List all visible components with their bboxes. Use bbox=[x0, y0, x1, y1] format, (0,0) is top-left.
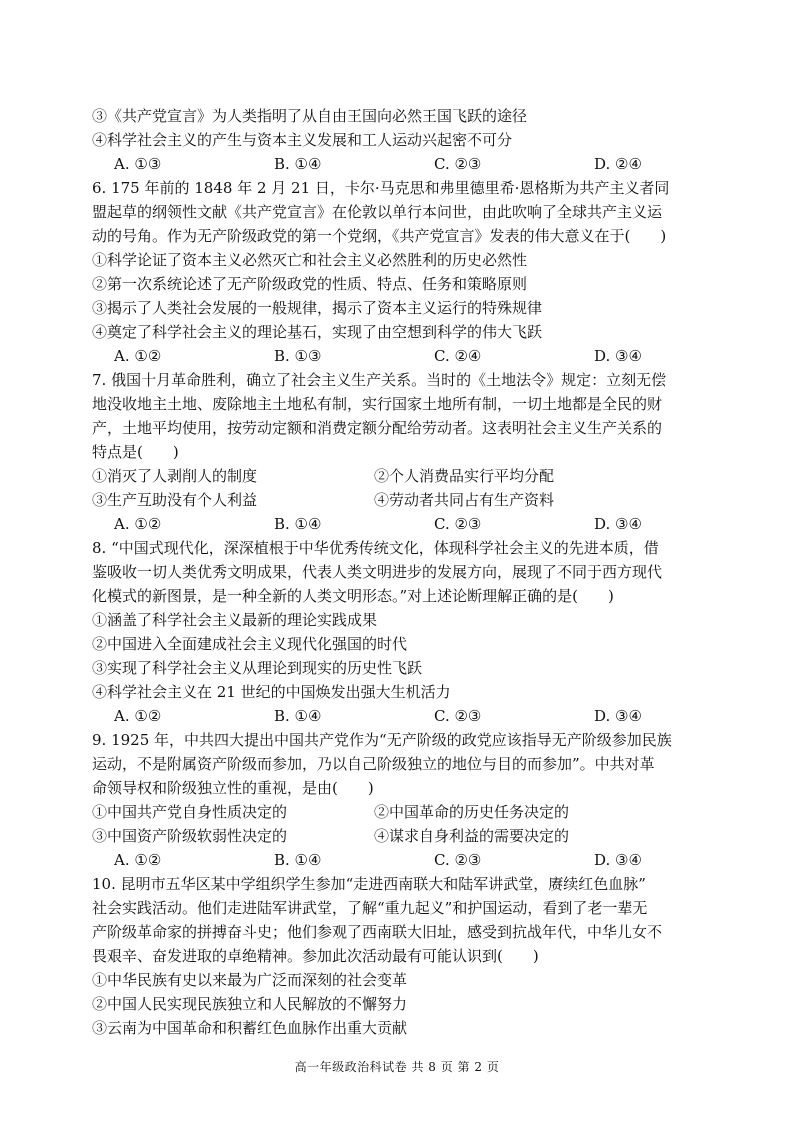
q9-option-a: A. ①② bbox=[114, 851, 162, 869]
question-7 bbox=[92, 368, 734, 536]
q9-option-b: B. ①④ bbox=[274, 851, 322, 869]
q6-option-c: C. ②④ bbox=[434, 347, 482, 365]
q7-items-row-1 bbox=[92, 464, 734, 488]
question-10 bbox=[92, 872, 734, 1040]
q8-options bbox=[92, 704, 734, 728]
q10-stem-line: 产阶级革命家的拼搏奋斗史；他们参观了西南联大旧址，感受到抗战年代，中华儿女不 bbox=[92, 923, 663, 941]
q6-stem-line: 6. 175 年前的 1848 年 2 月 21 日，卡尔·马克思和弗里德里希·恩格斯为共产主义者同 bbox=[92, 179, 670, 197]
q8-item-1: ①涵盖了科学社会主义最新的理论实践成果 bbox=[92, 611, 378, 629]
q7-stem-line: 7. 俄国十月革命胜利，确立了社会主义生产关系。当时的《土地法令》规定：立刻无偿 bbox=[92, 371, 667, 389]
q7-stem-line: 地没收地主土地、废除地主土地私有制，实行国家土地所有制，一切土地都是全民的财 bbox=[92, 395, 663, 413]
q8-item-4: ④科学社会主义在 21 世纪的中国焕发出强大生机活力 bbox=[92, 683, 451, 701]
q7-item-1: ①消灭了人剥削人的制度 bbox=[92, 467, 258, 485]
q9-item-1: ①中国共产党自身性质决定的 bbox=[92, 803, 288, 821]
q9-option-d: D. ③④ bbox=[594, 851, 642, 869]
q6-options bbox=[92, 344, 734, 368]
q10-stem-line: 畏艰辛、奋发进取的卓绝精神。参加此次活动最有可能认识到( ) bbox=[92, 947, 539, 965]
q9-stem-line: 运动，不是附属资产阶级而参加，乃以自己阶级独立的地位与目的而参加”。中共对革 bbox=[92, 755, 655, 773]
page-footer: 高一年级政治科试卷 共 8 页 第 2 页 bbox=[294, 1060, 500, 1074]
q7-item-4: ④劳动者共同占有生产资料 bbox=[374, 491, 555, 509]
q8-stem-line: 化模式的新图景，是一种全新的人类文明形态。”对上述论断理解正确的是( ) bbox=[92, 587, 614, 605]
q10-stem-line: 社会实践活动。他们走进陆军讲武堂，了解“重九起义”和护国运动，看到了老一辈无 bbox=[92, 899, 648, 917]
q6-item-1: ①科学论证了资本主义必然灭亡和社会主义必然胜利的历史必然性 bbox=[92, 251, 528, 269]
q7-items-row-2 bbox=[92, 488, 734, 512]
q8-item-2: ②中国进入全面建成社会主义现代化强国的时代 bbox=[92, 635, 408, 653]
q9-stem-line: 9. 1925 年，中共四大提出中国共产党作为“无产阶级的政党应该指导无产阶级参加民族 bbox=[92, 731, 672, 749]
q6-option-b: B. ①③ bbox=[274, 347, 322, 365]
q8-stem-line: 鉴吸收一切人类优秀文明成果，代表人类文明进步的发展方向，展现了不同于西方现代 bbox=[92, 563, 663, 581]
q8-stem-line: 8. “中国式现代化，深深植根于中华优秀传统文化，体现科学社会主义的先进本质，借 bbox=[92, 539, 659, 557]
q5-option-d: D. ②④ bbox=[594, 155, 642, 173]
q8-option-d: D. ③④ bbox=[594, 707, 642, 725]
q6-stem-line: 盟起草的纲领性文献《共产党宣言》在伦敦以单行本问世，由此吹响了全球共产主义运 bbox=[92, 203, 663, 221]
q7-stem-line: 产，土地平均使用，按劳动定额和消费定额分配给劳动者。这表明社会主义生产关系的 bbox=[92, 419, 663, 437]
q6-item-2: ②第一次系统论述了无产阶级政党的性质、特点、任务和策略原则 bbox=[92, 275, 528, 293]
q7-stem-line: 特点是( ) bbox=[92, 443, 179, 461]
q7-options bbox=[92, 512, 734, 536]
q5-item-3: ③《共产党宣言》为人类指明了从自由王国向必然王国飞跃的途径 bbox=[92, 107, 528, 125]
q9-item-4: ④谋求自身利益的需要决定的 bbox=[374, 827, 570, 845]
q7-option-d: D. ③④ bbox=[594, 515, 642, 533]
q8-option-c: C. ②③ bbox=[434, 707, 482, 725]
q7-item-2: ②个人消费品实行平均分配 bbox=[374, 467, 555, 485]
q10-item-2: ②中国人民实现民族独立和人民解放的不懈努力 bbox=[92, 995, 408, 1013]
question-6 bbox=[92, 176, 734, 368]
q7-item-3: ③生产互助没有个人利益 bbox=[92, 491, 258, 509]
q6-item-4: ④奠定了科学社会主义的理论基石，实现了由空想到科学的伟大飞跃 bbox=[92, 323, 543, 341]
q10-item-3: ③云南为中国革命和积蓄红色血脉作出重大贡献 bbox=[92, 1019, 408, 1037]
q9-items-row-1 bbox=[92, 800, 734, 824]
q8-item-3: ③实现了科学社会主义从理论到现实的历史性飞跃 bbox=[92, 659, 423, 677]
question-9 bbox=[92, 728, 734, 872]
q8-option-a: A. ①② bbox=[114, 707, 162, 725]
q9-options bbox=[92, 848, 734, 872]
q5-option-b: B. ①④ bbox=[274, 155, 322, 173]
q7-option-b: B. ①④ bbox=[274, 515, 322, 533]
q8-option-b: B. ①④ bbox=[274, 707, 322, 725]
q9-item-2: ②中国革命的历史任务决定的 bbox=[374, 803, 570, 821]
q6-stem-line: 动的号角。作为无产阶级政党的第一个党纲，《共产党宣言》发表的伟大意义在于( ) bbox=[92, 227, 667, 245]
q6-option-a: A. ①② bbox=[114, 347, 162, 365]
q9-option-c: C. ②③ bbox=[434, 851, 482, 869]
q5-option-c: C. ②③ bbox=[434, 155, 482, 173]
q5-option-a: A. ①③ bbox=[114, 155, 162, 173]
q10-item-1: ①中华民族有史以来最为广泛而深刻的社会变革 bbox=[92, 971, 408, 989]
q7-option-c: C. ②③ bbox=[434, 515, 482, 533]
q9-stem-line: 命领导权和阶级独立性的重视，是由( ) bbox=[92, 779, 374, 797]
question-5-tail bbox=[92, 104, 734, 176]
q6-option-d: D. ③④ bbox=[594, 347, 642, 365]
q6-item-3: ③揭示了人类社会发展的一般规律，揭示了资本主义运行的特殊规律 bbox=[92, 299, 543, 317]
q7-option-a: A. ①② bbox=[114, 515, 162, 533]
q5-item-4: ④科学社会主义的产生与资本主义发展和工人运动兴起密不可分 bbox=[92, 131, 513, 149]
q10-stem-line: 10. 昆明市五华区某中学组织学生参加“走进西南联大和陆军讲武堂，赓续红色血脉” bbox=[92, 875, 646, 893]
q9-items-row-2 bbox=[92, 824, 734, 848]
q5-options bbox=[92, 152, 734, 176]
question-8 bbox=[92, 536, 734, 728]
q9-item-3: ③中国资产阶级软弱性决定的 bbox=[92, 827, 288, 845]
